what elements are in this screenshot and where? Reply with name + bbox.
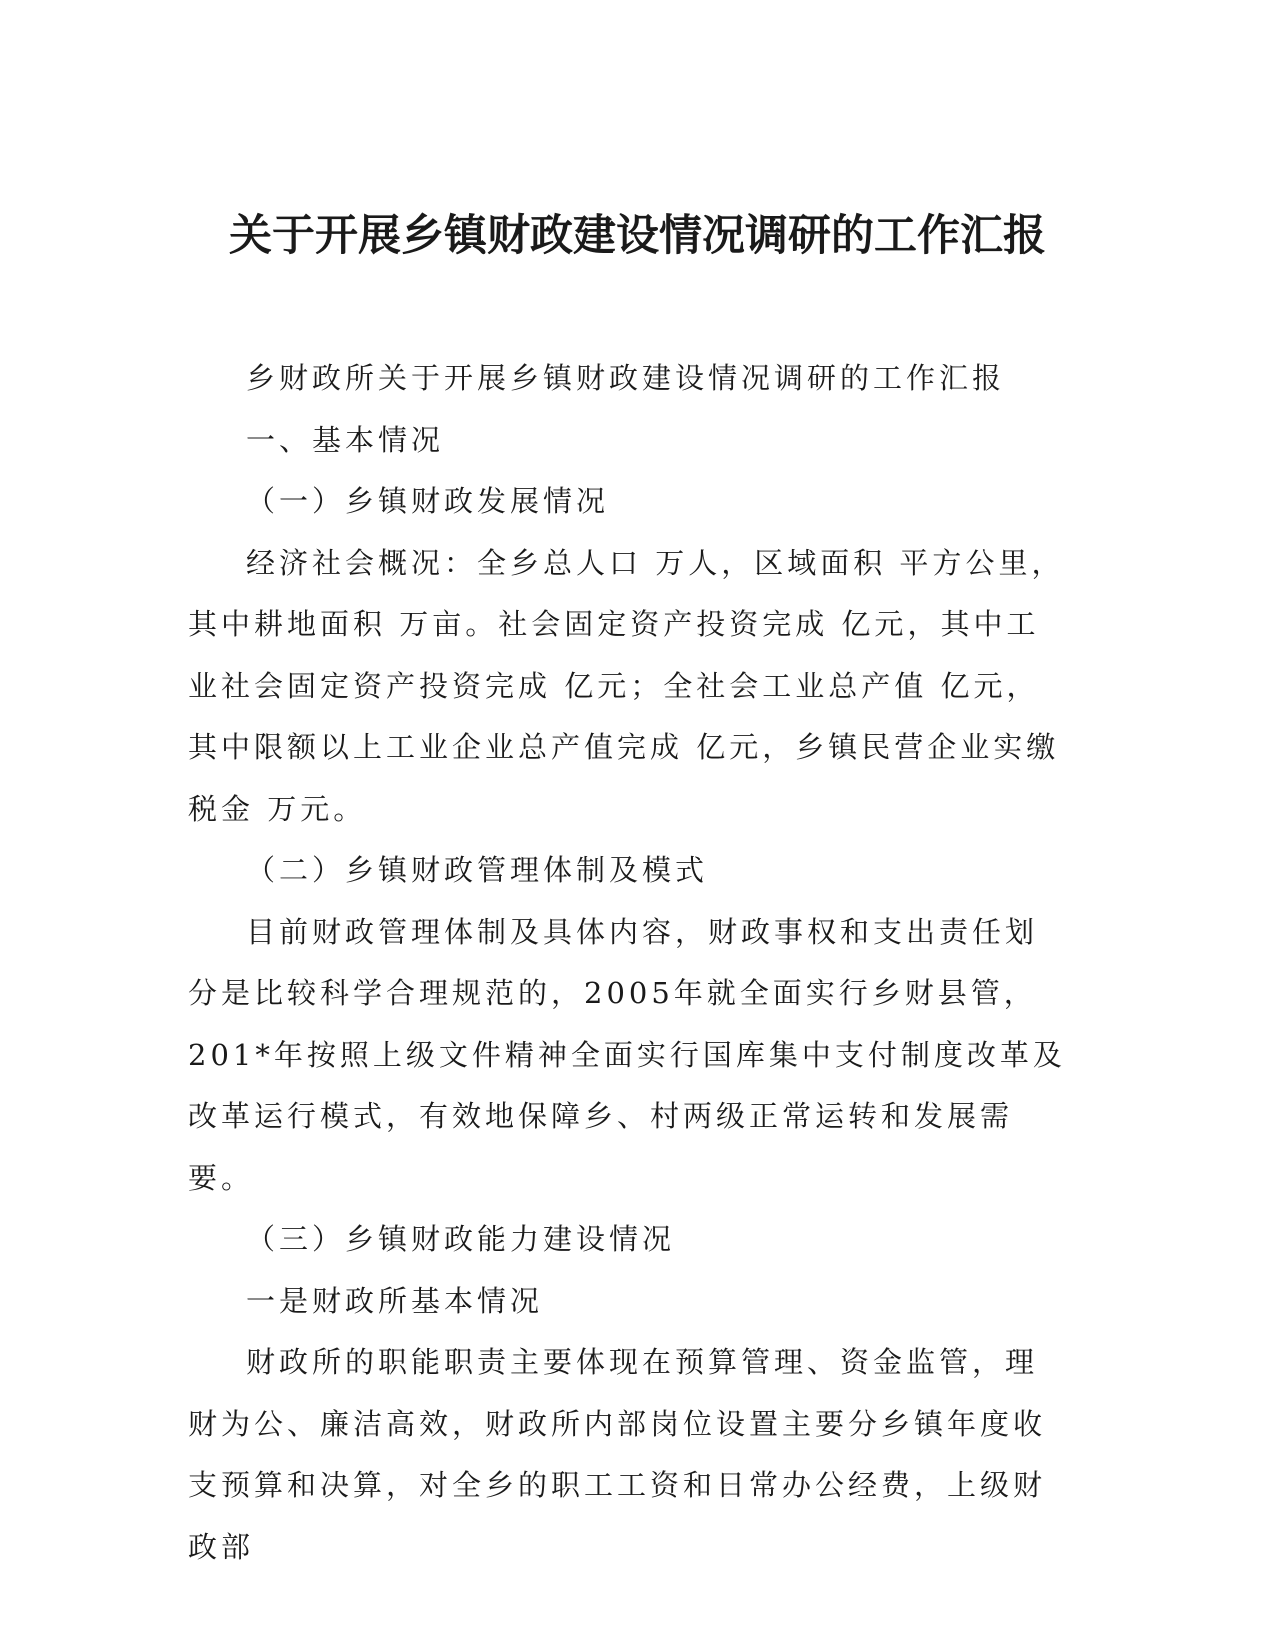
subsection-heading-capacity: （三）乡镇财政能力建设情况 [246,1222,676,1256]
subsection-heading-development: （一）乡镇财政发展情况 [246,484,610,518]
subsection-heading-management: （二）乡镇财政管理体制及模式 [246,853,709,887]
item-heading-office-basics: 一是财政所基本情况 [246,1283,544,1318]
paragraph-economic-overview: 经济社会概况：全乡总人口 万人，区域面积 平方公里，其中耕地面积 万亩。社会固定资产投资完成 亿元，其中工业社会固定资产投资完成 亿元；全社会工业总产值 亿元，其中限额以上工业企业总产值完成 亿元，乡镇民营企业实缴税金 万元。 [188,545,1065,826]
document-title: 关于开展乡镇财政建设情况调研的工作汇报 [229,211,1046,261]
paragraph-management-system: 目前财政管理体制及具体内容，财政事权和支出责任划分是比较科学合理规范的，2005年就全面实行乡财县管，201*年按照上级文件精神全面实行国库集中支付制度改革及改革运行模式，有效地保障乡、村两级正常运转和发展需要。 [188,914,1066,1195]
section-heading-basic: 一、基本情况 [246,422,445,457]
subtitle-paragraph: 乡财政所关于开展乡镇财政建设情况调研的工作汇报 [246,361,1006,395]
paragraph-office-duties: 财政所的职能职责主要体现在预算管理、资金监管，理财为公、廉洁高效，财政所内部岗位设置主要分乡镇年度收支预算和决算，对全乡的职工工资和日常办公经费，上级财政部 [188,1345,1047,1564]
document-body [188,348,1068,1578]
